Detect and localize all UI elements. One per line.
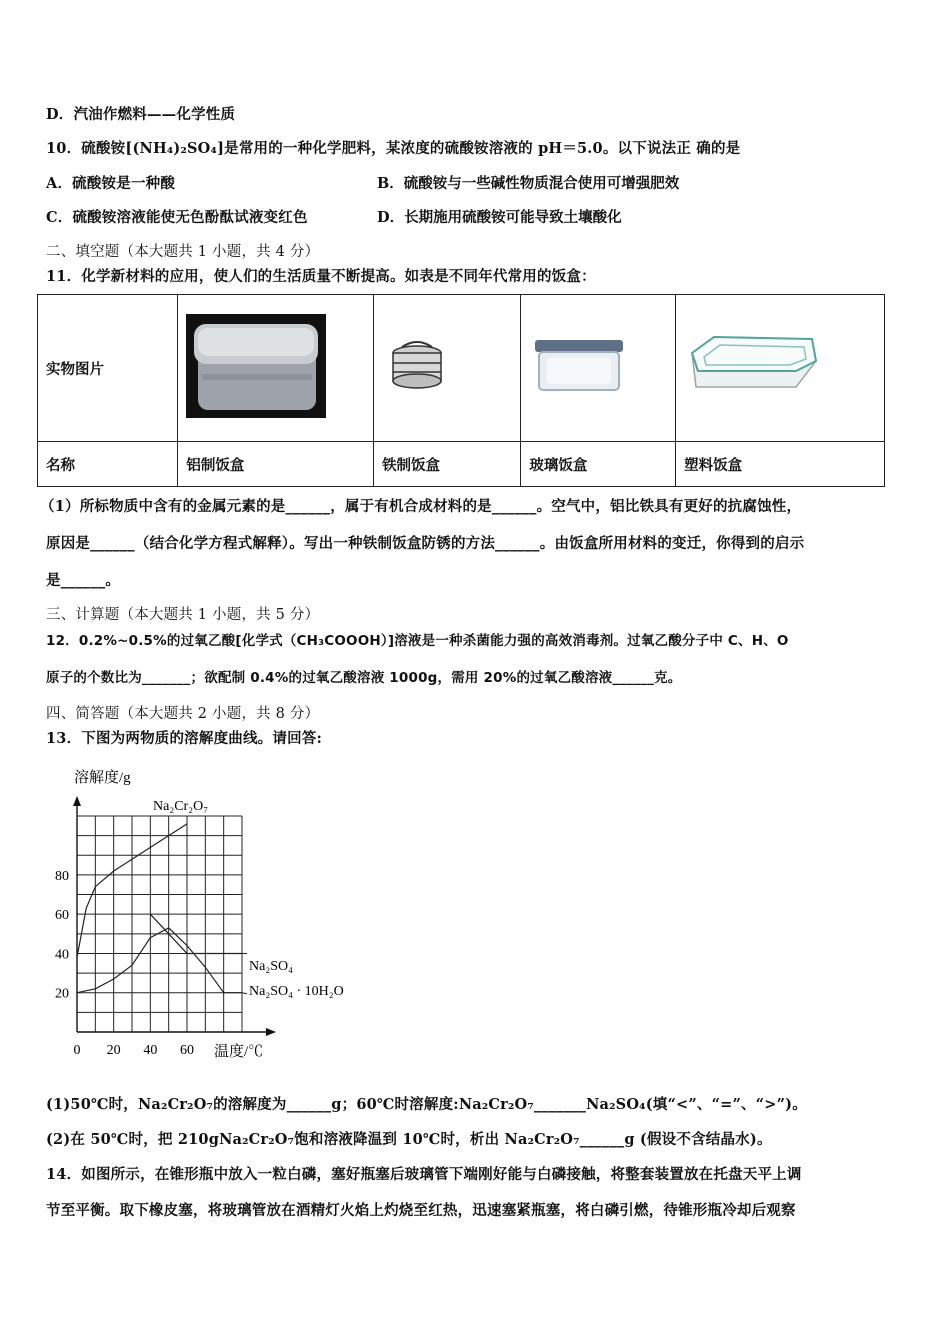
series-line-na2so4-10h2o — [77, 928, 242, 993]
q10-stem: 10．硫酸铵[(NH₄)₂SO₄]是常用的一种化学肥料，某浓度的硫酸铵溶液的 pH＝5.0。以下说法正 确的是 — [46, 140, 741, 157]
x-tick-label: 60 — [180, 1043, 194, 1058]
q10-option-d: D．长期施用硫酸铵可能导致土壤酸化 — [377, 209, 622, 226]
q11-stem: 11．化学新材料的应用，使人们的生活质量不断提高。如表是不同年代常用的饭盒： — [46, 268, 596, 285]
name-plastic: 塑料饭盒 — [676, 442, 885, 487]
x-axis-label: 温度/℃ — [214, 1044, 264, 1060]
q13-part1: (1)50℃时，Na₂Cr₂O₇的溶解度为______g；60℃时溶解度:Na₂Cr₂O₇_______Na₂SO₄(填“<”、“=”、“>”)。 — [46, 1096, 807, 1113]
series-label-na2cr2o7: Na₂Cr₂O₇ — [153, 799, 209, 814]
row-label-image: 实物图片 — [38, 295, 178, 442]
x-tick-label: 40 — [143, 1043, 158, 1058]
x-tick-label: 20 — [106, 1043, 121, 1058]
q12-line1: 12．0.2%~0.5%的过氧乙酸[化学式（CH₃COOOH）]溶液是一种杀菌能力强的高效消毒剂。过氧乙酸分子中 C、H、O — [46, 633, 789, 649]
y-axis-label: 溶解度/g — [74, 770, 131, 786]
y-tick-label: 80 — [55, 868, 69, 884]
name-iron: 铁制饭盒 — [374, 442, 521, 487]
y-axis-arrow — [73, 796, 81, 806]
glass-box-image — [521, 295, 676, 442]
name-glass: 玻璃饭盒 — [521, 442, 676, 487]
q11-line1: （1）所标物质中含有的金属元素的是______，属于有机合成材料的是______。空气中，铝比铁具有更好的抗腐蚀性， — [40, 498, 802, 515]
q10-option-b: B．硫酸铵与一些碱性物质混合使用可增强肥效 — [377, 175, 680, 192]
solubility-chart — [40, 760, 400, 1065]
chart-series — [77, 824, 247, 994]
q14-line1: 14．如图所示，在锥形瓶中放入一粒白磷，塞好瓶塞后玻璃管下端刚好能与白磷接触，将整套装置放在托盘天平上调 — [46, 1166, 802, 1183]
section2-title: 二、填空题（本大题共 1 小题，共 4 分） — [46, 244, 320, 260]
section4-title: 四、简答题（本大题共 2 小题，共 8 分） — [46, 706, 320, 722]
row-label-name: 名称 — [38, 442, 178, 487]
q10-option-a: A．硫酸铵是一种酸 — [46, 175, 176, 192]
x-tick-label: 0 — [73, 1043, 81, 1058]
q13-part2: (2)在 50℃时，把 210gNa₂Cr₂O₇饱和溶液降温到 10℃时，析出 Na₂Cr₂O₇______g (假设不含结晶水)。 — [46, 1131, 772, 1148]
lunchbox-table — [37, 294, 885, 487]
q13-stem: 13．下图为两物质的溶解度曲线。请回答: — [46, 730, 323, 747]
q14-line2: 节至平衡。取下橡皮塞，将玻璃管放在酒精灯火焰上灼烧至红热，迅速塞紧瓶塞，将白磷引燃，待锥形瓶冷却后观察 — [46, 1202, 796, 1219]
series-label-na2so4: Na₂SO₄ — [249, 959, 293, 974]
y-tick-label: 40 — [55, 947, 69, 963]
leader-line-na2so4-10h2o — [242, 993, 247, 994]
q10-option-c: C．硫酸铵溶液能使无色酚酞试液变红色 — [46, 209, 308, 226]
table-row-names — [38, 442, 885, 487]
aluminum-box-image — [178, 295, 374, 442]
q11-line2: 原因是______（结合化学方程式解释）。写出一种铁制饭盒防锈的方法______。由饭盒所用材料的变迁，你得到的启示 — [46, 535, 805, 552]
plastic-box-image — [676, 295, 885, 442]
y-tick-label: 20 — [55, 986, 69, 1002]
q9-option-d: D．汽油作燃料——化学性质 — [46, 106, 236, 123]
x-axis-arrow — [266, 1028, 276, 1036]
name-aluminum: 铝制饭盒 — [178, 442, 374, 487]
series-label-na2so4-10h2o: Na₂SO₄ · 10H₂O — [249, 984, 344, 999]
y-tick-label: 60 — [55, 908, 69, 924]
q12-line2: 原子的个数比为_______；欲配制 0.4%的过氧乙酸溶液 1000g，需用 20%的过氧乙酸溶液______克。 — [46, 670, 682, 686]
section3-title: 三、计算题（本大题共 1 小题，共 5 分） — [46, 607, 320, 623]
table-row-images — [38, 295, 885, 442]
iron-box-image — [374, 295, 521, 442]
q11-line3: 是______。 — [46, 572, 121, 589]
